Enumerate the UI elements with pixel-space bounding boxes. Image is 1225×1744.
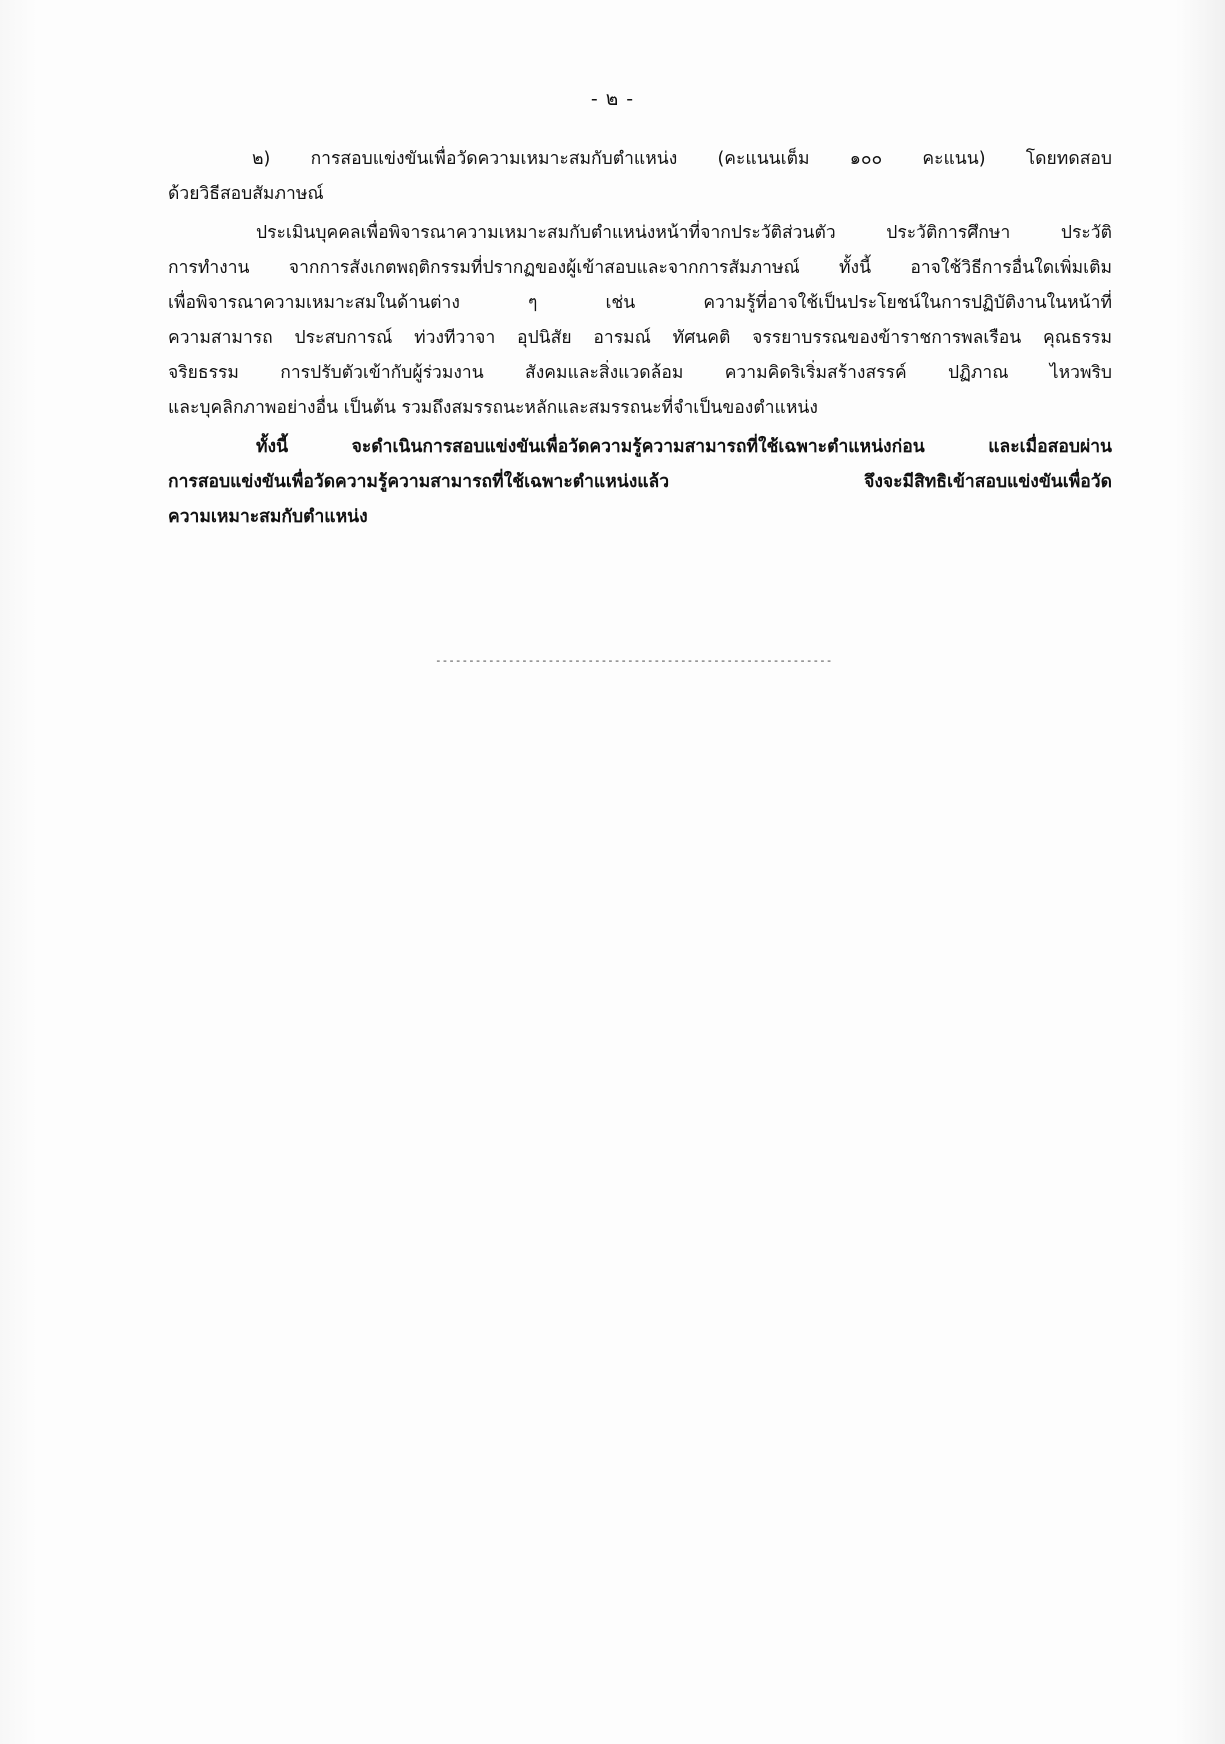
assessment-paragraph (168, 216, 1112, 426)
paragraph-line: เพื่อพิจารณาความเหมาะสมในด้านต่าง ๆ เช่น ความรู้ที่อาจใช้เป็นประโยชน์ในการปฏิบัติงานในหน้าที่ (168, 293, 1112, 313)
section-2-paragraph (168, 142, 1112, 212)
note-paragraph (168, 430, 1112, 535)
document-body (168, 142, 1112, 535)
end-of-document-rule: ------------------------------------------------------------ (435, 654, 833, 667)
paragraph-line: ประเมินบุคคลเพื่อพิจารณาความเหมาะสมกับตำแหน่งหน้าที่จากประวัติส่วนตัว ประวัติการศึกษา ประวัติ (256, 223, 1112, 243)
paragraph-line: ด้วยวิธีสอบสัมภาษณ์ (168, 184, 324, 204)
paragraph-line: การสอบแข่งขันเพื่อวัดความรู้ความสามารถที่ใช้เฉพาะตำแหน่งแล้ว จึงจะมีสิทธิเข้าสอบแข่งขันเพื่อวัด (168, 472, 1112, 492)
paragraph-line: ความเหมาะสมกับตำแหน่ง (168, 507, 368, 527)
paragraph-line: การทำงาน จากการสังเกตพฤติกรรมที่ปรากฏของผู้เข้าสอบและจากการสัมภาษณ์ ทั้งนี้ อาจใช้วิธีการอื่นใดเพิ่มเติม (168, 258, 1112, 278)
paragraph-line: ๒) การสอบแข่งขันเพื่อวัดความเหมาะสมกับตำแหน่ง (คะแนนเต็ม ๑๐๐ คะแนน) โดยทดสอบ (252, 149, 1112, 169)
paragraph-line: ความสามารถ ประสบการณ์ ท่วงทีวาจา อุปนิสัย อารมณ์ ทัศนคติ จรรยาบรรณของข้าราชการพลเรือน คุณธรรม (168, 328, 1112, 348)
paragraph-line: และบุคลิกภาพอย่างอื่น เป็นต้น รวมถึงสมรรถนะหลักและสมรรถนะที่จำเป็นของตำแหน่ง (168, 398, 818, 418)
paragraph-line: ทั้งนี้ จะดำเนินการสอบแข่งขันเพื่อวัดความรู้ความสามารถที่ใช้เฉพาะตำแหน่งก่อน และเมื่อสอบผ่าน (256, 437, 1112, 457)
page-number: - ๒ - (590, 88, 635, 110)
paragraph-line: จริยธรรม การปรับตัวเข้ากับผู้ร่วมงาน สังคมและสิ่งแวดล้อม ความคิดริเริ่มสร้างสรรค์ ปฏิภาณ ไหวพริบ (168, 363, 1112, 383)
